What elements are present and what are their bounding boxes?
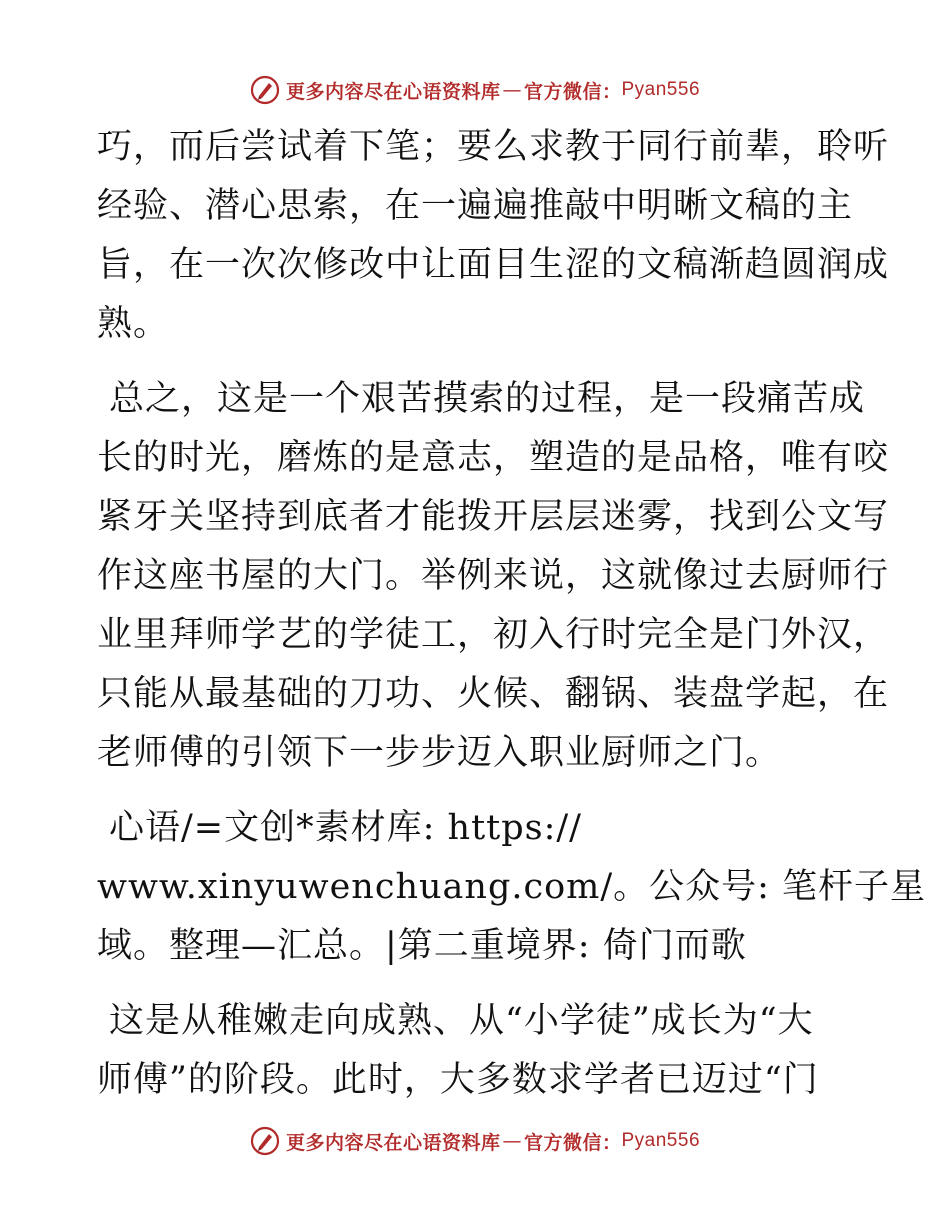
text-line: 长的时光，磨炼的是意志，塑造的是品格，唯有咬 (97, 438, 890, 478)
text-line: 经验、潜心思索，在一遍遍推敲中明晰文稿的主 (97, 186, 854, 226)
watermark-id: Pyan556 (621, 79, 701, 100)
text-line: 旨，在一次次修改中让面目生涩的文稿渐趋圆润成 (97, 245, 890, 285)
watermark-label: 更多内容尽在心语资料库 (285, 1131, 501, 1154)
text-line: 只能从最基础的刀功、火候、翻锅、装盘学起，在 (97, 674, 890, 714)
text-line: 熟。 (97, 304, 170, 344)
watermark-header (0, 72, 950, 108)
text-line: 域。整理—汇总。|第二重境界: 倚门而歌 (97, 926, 747, 966)
pen-logo-icon (250, 1126, 280, 1156)
text-line: 师傅”的阶段。此时，大多数求学者已迈过“门 (97, 1060, 819, 1100)
text-line: 心语/=文创*素材库: https:// (109, 808, 582, 848)
paragraph-2 (97, 370, 890, 783)
watermark-id: Pyan556 (621, 1130, 701, 1151)
watermark-separator: — (502, 1130, 522, 1152)
watermark-label: 更多内容尽在心语资料库 (285, 80, 501, 103)
text-line: 巧，而后尝试着下笔；要么求教于同行前辈，聆听 (97, 127, 890, 167)
paragraph-1 (97, 118, 890, 354)
paragraph-3 (97, 799, 927, 976)
watermark-contact: 官方微信： (523, 1131, 622, 1154)
watermark-contact: 官方微信： (523, 80, 622, 103)
watermark-separator: — (502, 79, 522, 101)
document-body (97, 118, 927, 1110)
text-line: 作这座书屋的大门。举例来说，这就像过去厨师行 (97, 556, 890, 596)
text-line: 总之，这是一个艰苦摸索的过程，是一段痛苦成 (109, 379, 866, 419)
text-line: 紧牙关坚持到底者才能拨开层层迷雾，找到公文写 (97, 497, 890, 537)
text-line: 老师傅的引领下一步步迈入职业厨师之门。 (97, 733, 782, 773)
text-line: www.xinyuwenchuang.com/。公众号: 笔杆子星 (97, 867, 927, 907)
watermark-footer (0, 1123, 950, 1159)
paragraph-4 (97, 992, 857, 1110)
text-line: 业里拜师学艺的学徒工，初入行时完全是门外汉， (97, 615, 890, 655)
text-line: 这是从稚嫩走向成熟、从“小学徒”成长为“大 (109, 1001, 814, 1041)
pen-logo-icon (250, 75, 280, 105)
